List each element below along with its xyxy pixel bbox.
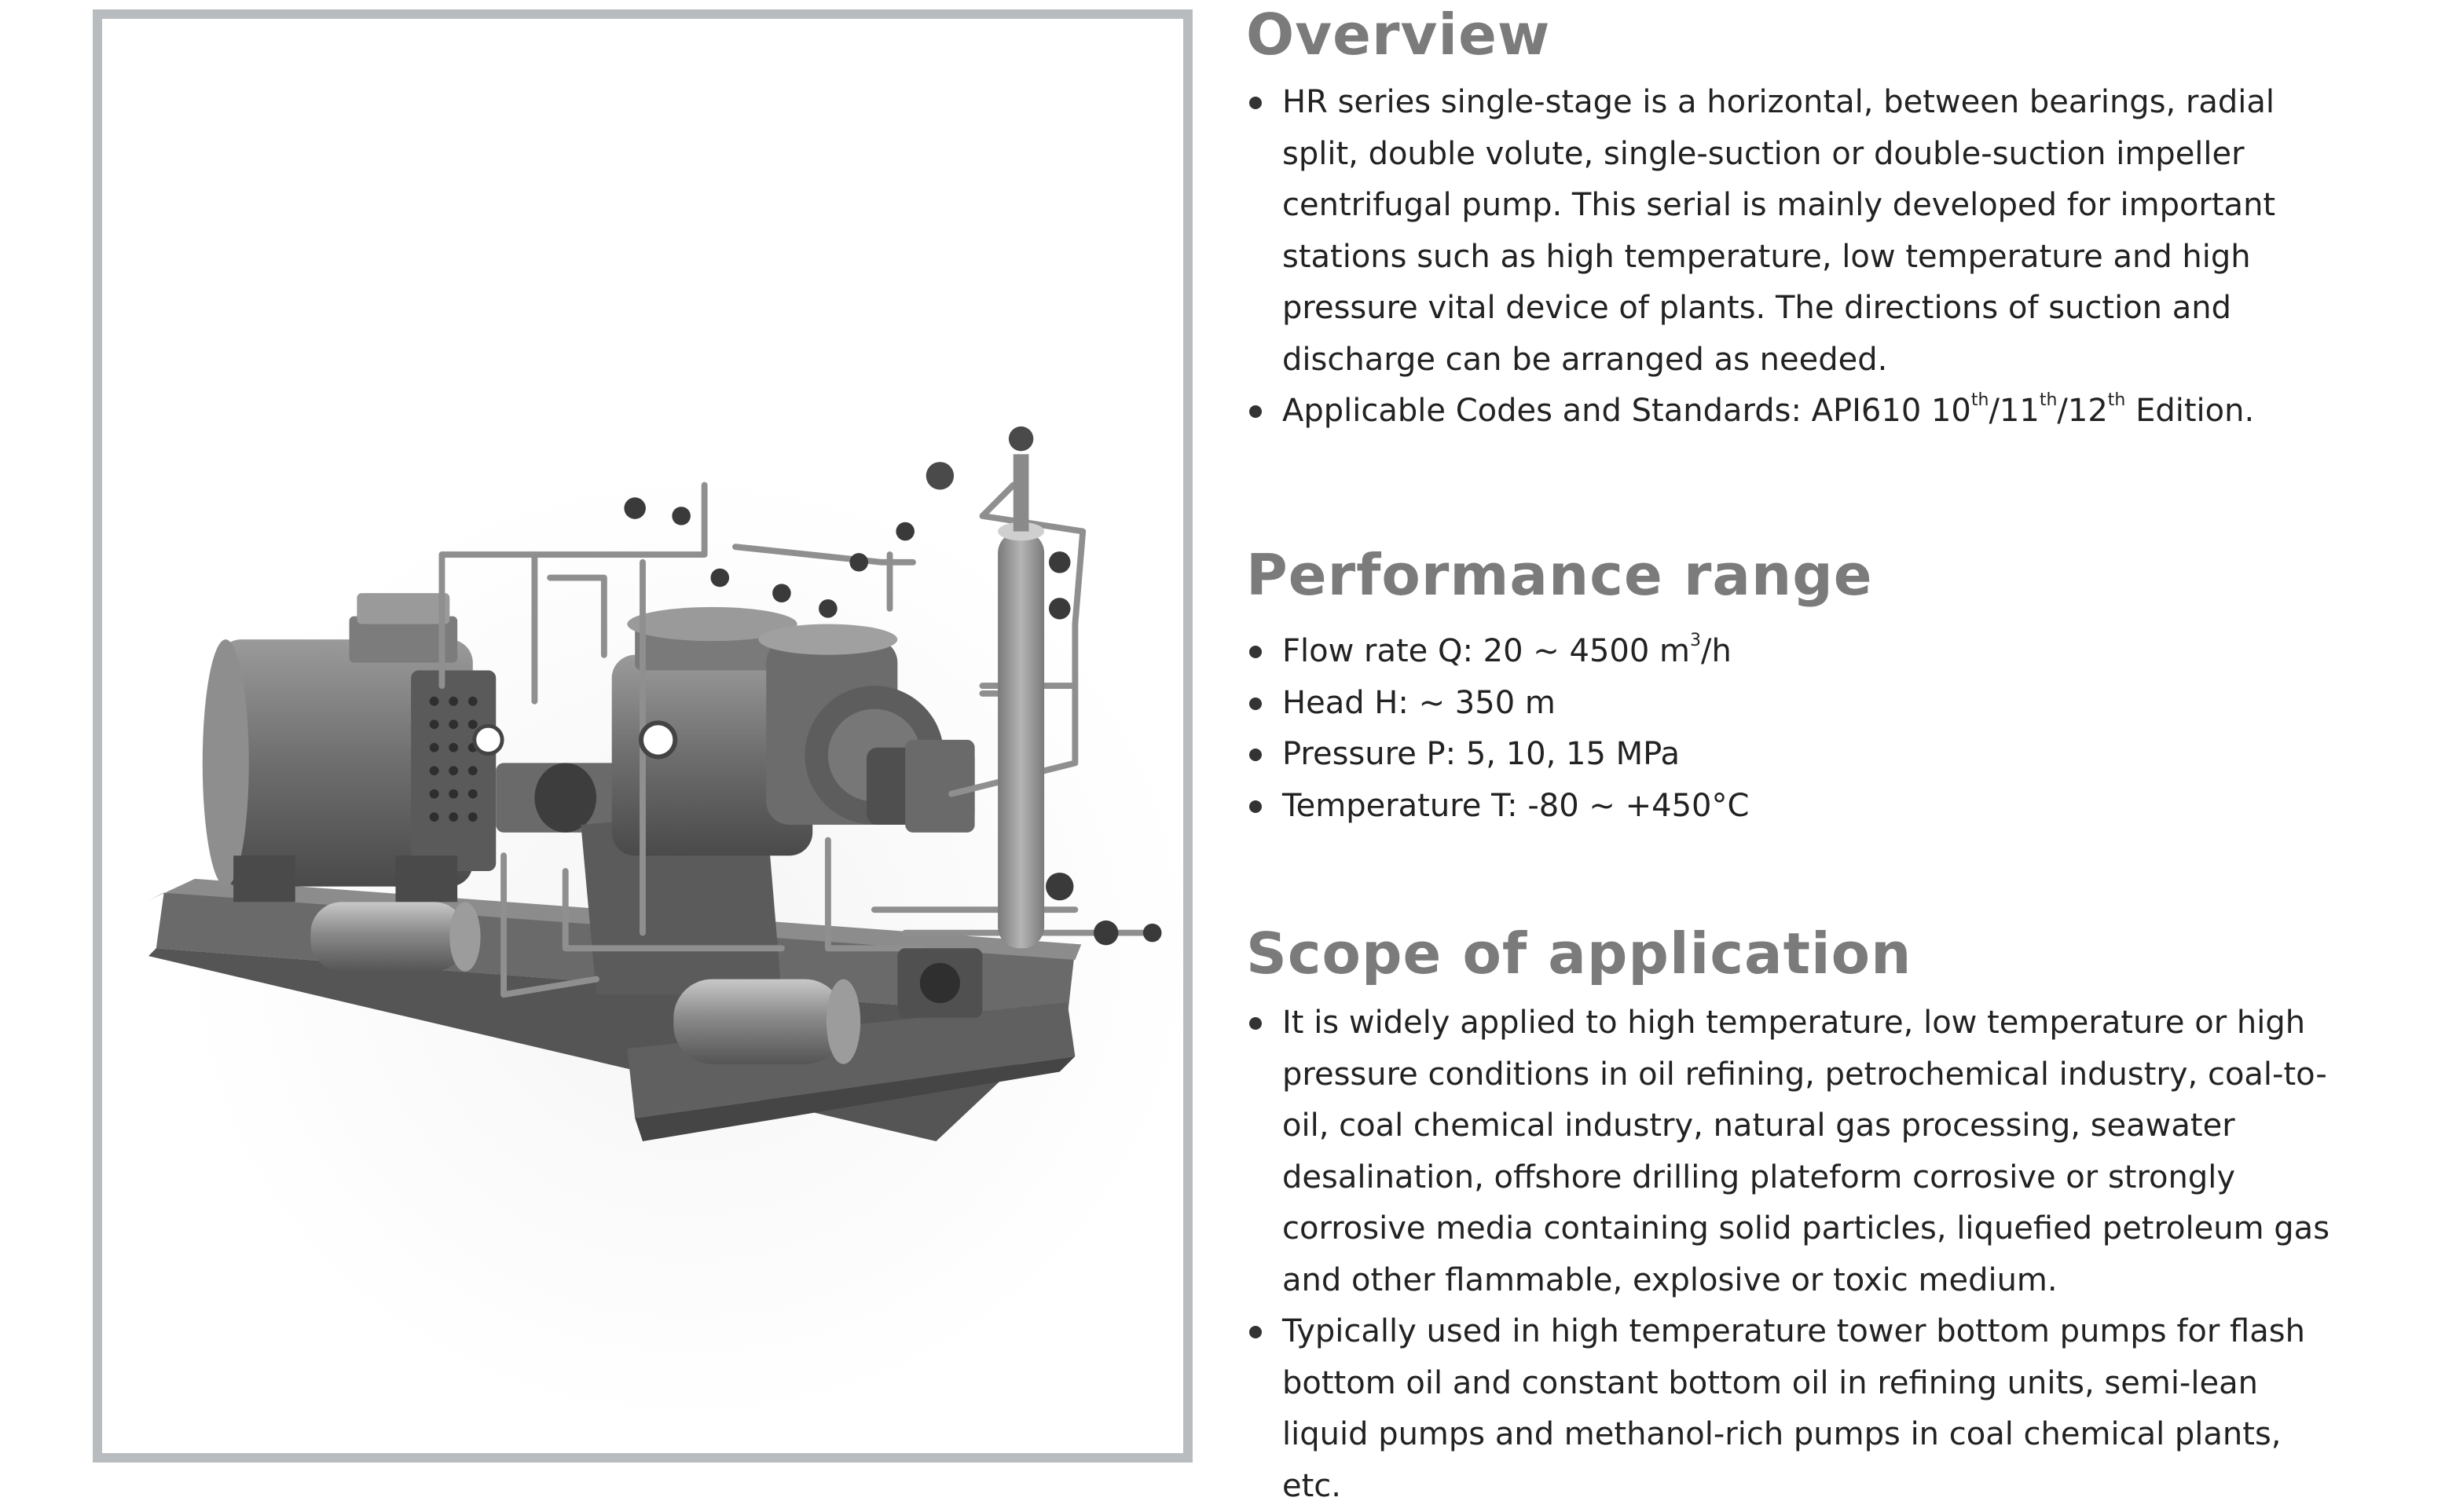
bullet-icon [1249,749,1262,761]
scope-heading: Scope of application [1246,921,1912,987]
scope-applications-text: It is widely applied to high temperature, low temperature or high pressure conditions in oil refining, petrochemical industry, coal-to-oil, coal chemical industry, natural gas processing, seawater desalination, offshore drilling plateform corrosive or strongly corrosive media containing solid particles, liquefied petroleum gas and other flammable, explosive or toxic medium. [1282,1005,2330,1298]
flow-rate-text: Flow rate Q: 20 ~ 4500 $m^3/h$ [1282,630,1732,669]
list-item [1246,626,2346,678]
pump-unit-illustration [102,19,1183,1453]
bullet-icon [1249,1017,1262,1030]
bullet-icon [1249,697,1262,710]
product-image-frame [93,9,1193,1463]
overview-description: HR series single-stage is a horizontal, between bearings, radial split, double volute, single-suction or double-suction impeller centrifugal pump. This serial is mainly developed for important stations such as high temperature, low temperature and high pressure vital device of plants. The directions of suction and discharge can be arranged as needed. [1282,84,2276,378]
bullet-icon [1249,97,1262,109]
scope-typical-use-text: Typically used in high temperature tower bottom pumps for flash bottom oil and constant bottom oil in refining units, semi-lean liquid pumps and methanol-rich pumps in coal chemical plants, etc. [1282,1313,2305,1504]
list-item [1246,77,2346,386]
performance-list [1246,626,2346,832]
product-description [1246,0,2425,1504]
head-text: Head H: ~ 350 m [1282,684,1556,721]
standards-text: Applicable Codes and Standards: API610 10th/11th/12th Edition. [1282,390,2255,429]
overview-list [1246,77,2346,437]
list-item [1246,781,2346,833]
performance-heading: Performance range [1246,542,1873,608]
list-item [1246,386,2346,437]
list-item [1246,678,2346,730]
list-item [1246,729,2346,781]
bullet-icon [1249,405,1262,418]
list-item [1246,998,2346,1306]
bullet-icon [1249,1326,1262,1338]
overview-heading: Overview [1246,2,1551,68]
bullet-icon [1249,800,1262,813]
list-item [1246,1306,2346,1512]
pressure-text: Pressure P: 5, 10, 15 MPa [1282,736,1680,772]
temperature-text: Temperature T: -80 ~ +450°C [1282,787,1750,824]
bullet-icon [1249,646,1262,658]
scope-list [1246,998,2346,1512]
